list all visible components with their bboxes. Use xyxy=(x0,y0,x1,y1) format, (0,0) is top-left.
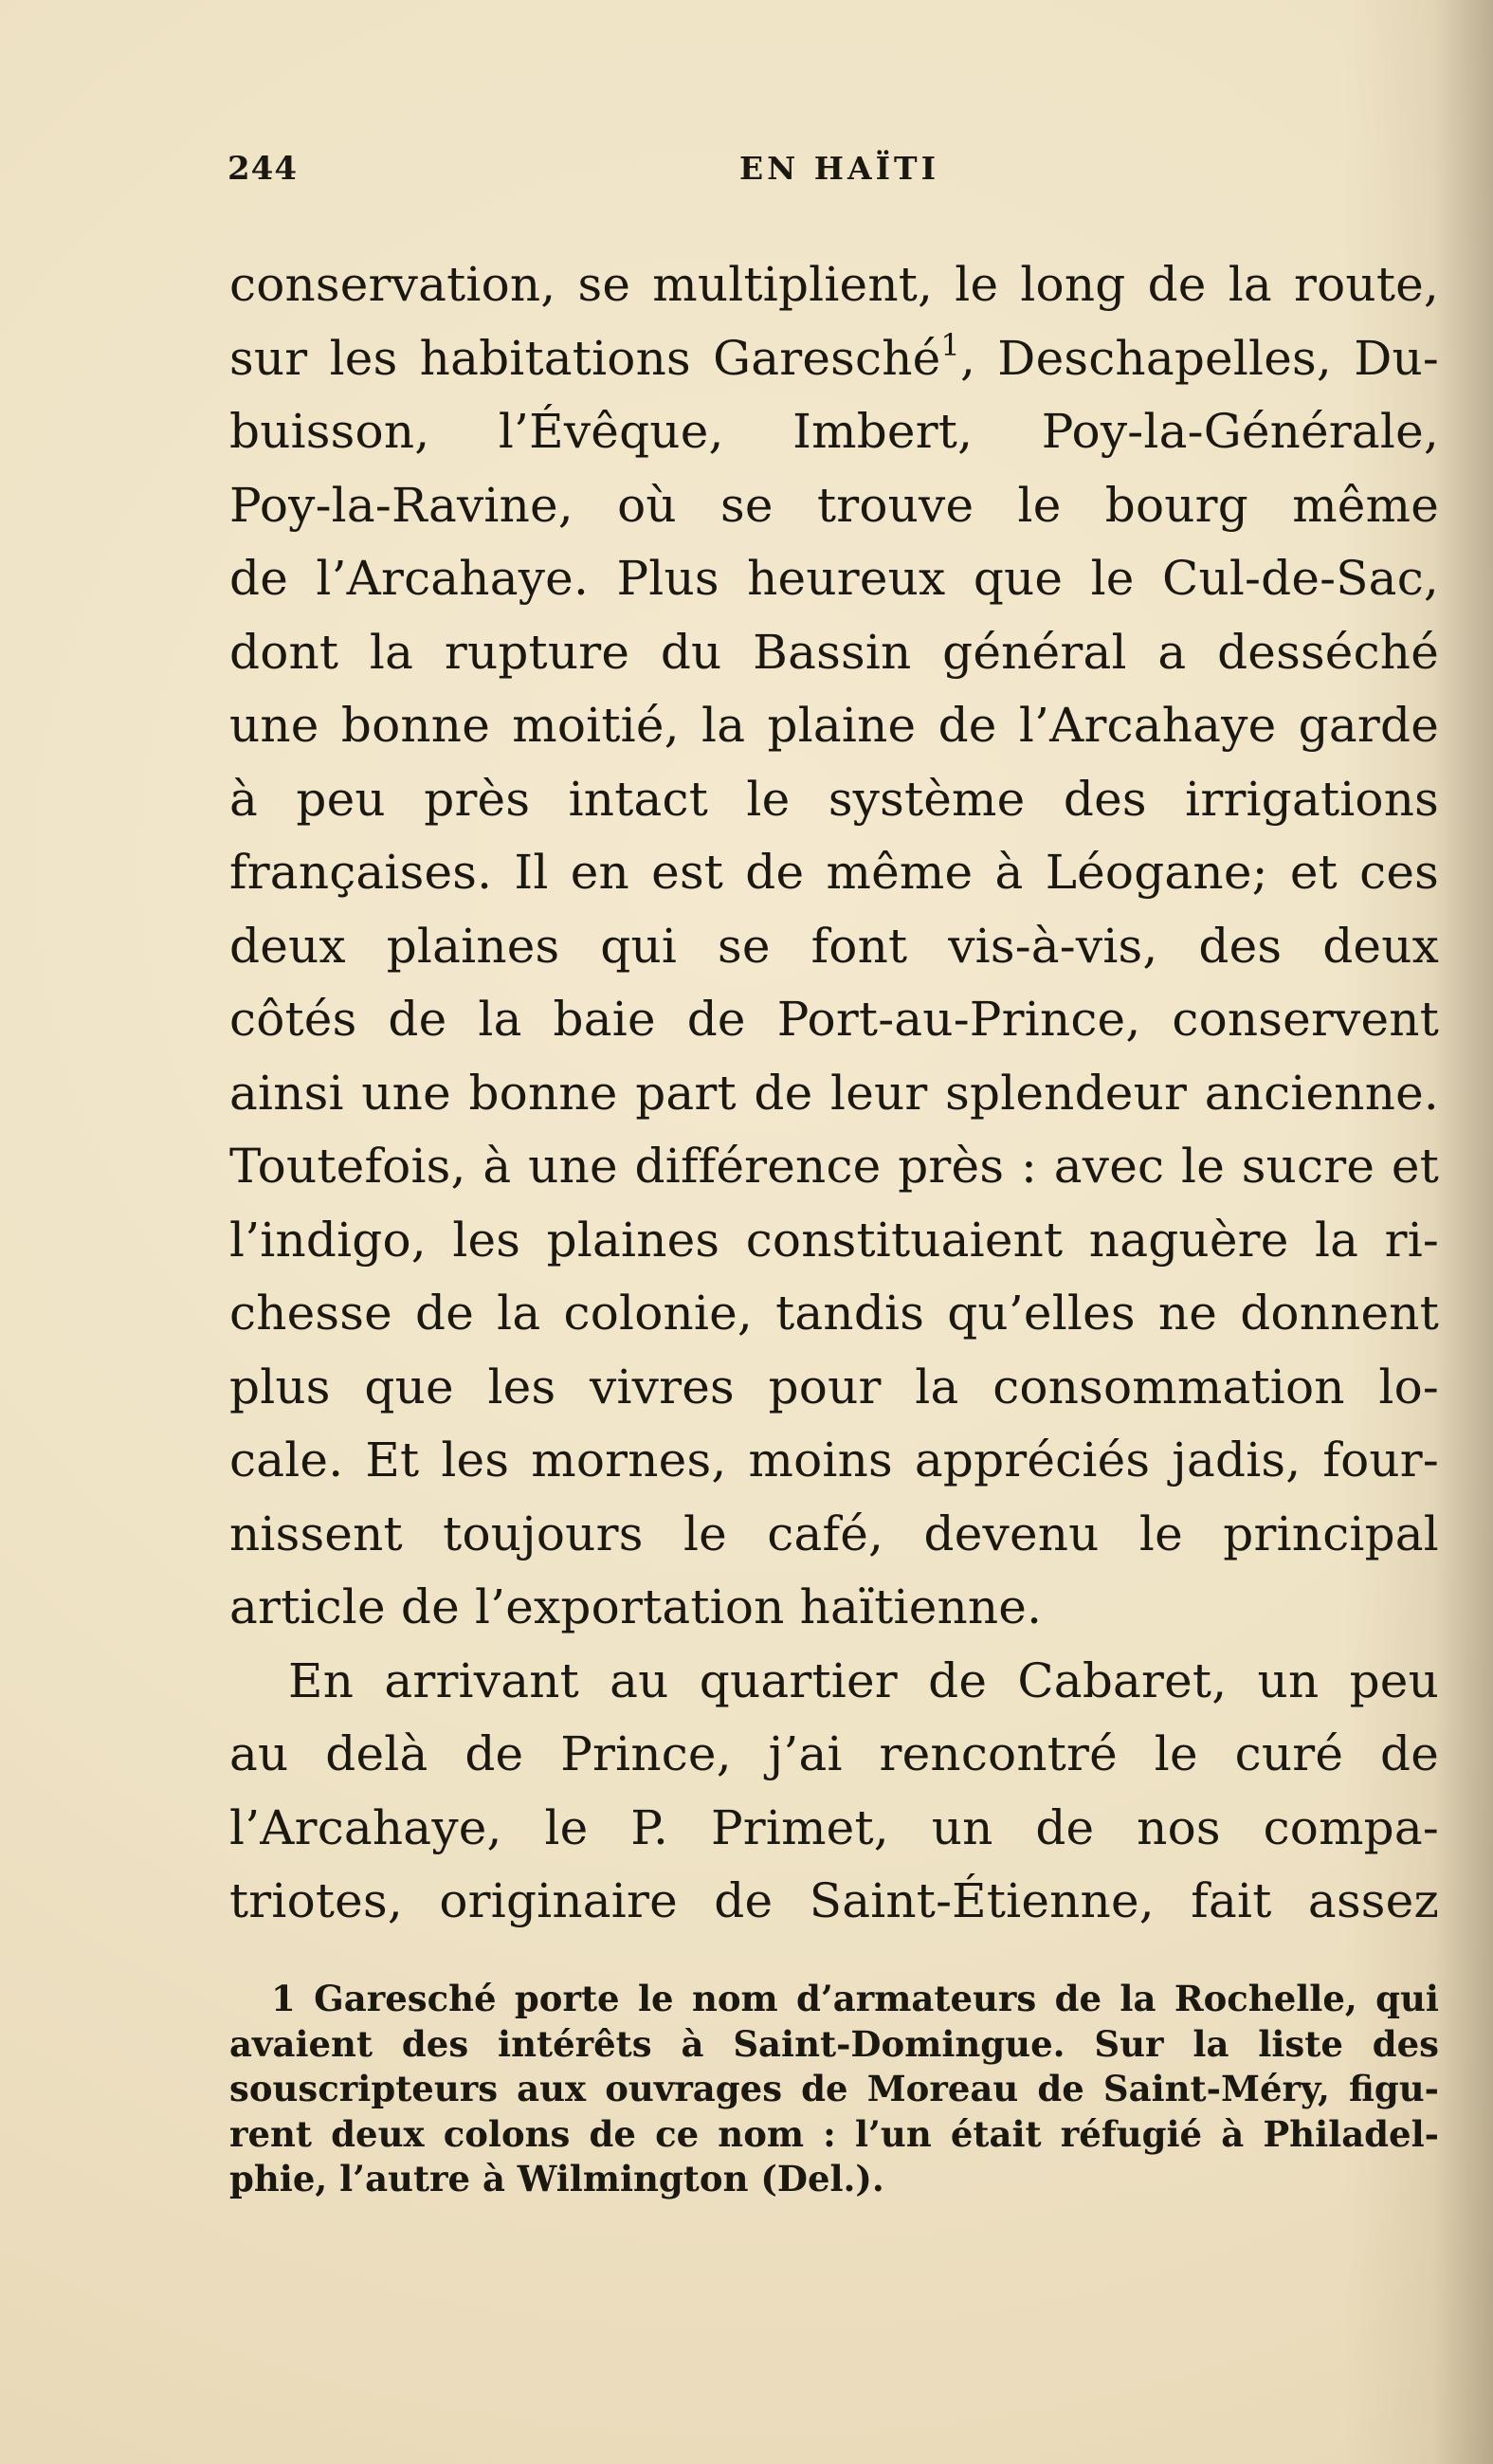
text-line: côtés de la baie de Port-au-Prince, conservent xyxy=(229,992,1439,1047)
text-line: l’Arcahaye, le P. Primet, un de nos compa- xyxy=(229,1799,1439,1855)
text-segment: , Deschapelles, Du- xyxy=(959,330,1439,386)
footnote-reference: 1 xyxy=(940,326,960,363)
text-line: buisson, l’Évêque, Imbert, Poy-la-Générale, xyxy=(229,404,1439,459)
text-line: au delà de Prince, j’ai rencontré le curé de xyxy=(229,1726,1439,1781)
text-line: cale. Et les mornes, moins appréciés jadis, four- xyxy=(229,1433,1439,1488)
text-line: Toutefois, à une différence près : avec le sucre et xyxy=(229,1139,1439,1194)
footnote-line: phie, l’autre à Wilmington (Del.). xyxy=(229,2158,884,2199)
text-line: nissent toujours le café, devenu le principal xyxy=(229,1506,1439,1561)
footnote-line: souscripteurs aux ouvrages de Moreau de Saint-Méry, figu- xyxy=(229,2068,1439,2109)
text-line: conservation, se multiplient, le long de la route, xyxy=(229,257,1439,312)
text-line: chesse de la colonie, tandis qu’elles ne donnent xyxy=(229,1286,1439,1341)
text-line: une bonne moitié, la plaine de l’Arcahaye garde xyxy=(229,698,1439,753)
running-title: EN HAÏTI xyxy=(739,150,940,187)
text-line: plus que les vivres pour la consommation lo- xyxy=(229,1359,1439,1415)
text-line: à peu près intact le système des irrigations xyxy=(229,771,1439,827)
page-number: 244 xyxy=(228,150,298,188)
body-text xyxy=(229,248,1439,1939)
text-line: françaises. Il en est de même à Léogane; et ces xyxy=(229,845,1439,900)
text-segment: sur les habitations Garesché xyxy=(229,330,941,386)
text-line: Poy-la-Ravine, où se trouve le bourg même xyxy=(229,477,1439,533)
footnote-line: rent deux colons de ce nom : l’un était réfugié à Philadel- xyxy=(229,2112,1439,2155)
footnote xyxy=(229,1977,1439,2202)
text-line: l’indigo, les plaines constituaient naguère la ri- xyxy=(229,1212,1439,1268)
text-line: deux plaines qui se font vis-à-vis, des deux xyxy=(229,918,1439,974)
text-line: article de l’exportation haïtienne. xyxy=(229,1579,1043,1634)
running-header xyxy=(228,150,1450,207)
text-line xyxy=(229,322,1439,396)
footnote-line: avaient des intérêts à Saint-Domingue. Sur la liste des xyxy=(229,2022,1439,2065)
text-line: de l’Arcahaye. Plus heureux que le Cul-de-Sac, xyxy=(229,551,1439,606)
text-line: dont la rupture du Bassin général a desséché xyxy=(229,624,1439,680)
footnote-line: 1 Garesché porte le nom d’armateurs de la Rochelle, qui xyxy=(271,1978,1439,2019)
text-line: triotes, originaire de Saint-Étienne, fait assez xyxy=(229,1873,1439,1928)
text-line: En arrivant au quartier de Cabaret, un peu xyxy=(288,1652,1439,1708)
text-line: ainsi une bonne part de leur splendeur ancienne. xyxy=(229,1065,1439,1121)
